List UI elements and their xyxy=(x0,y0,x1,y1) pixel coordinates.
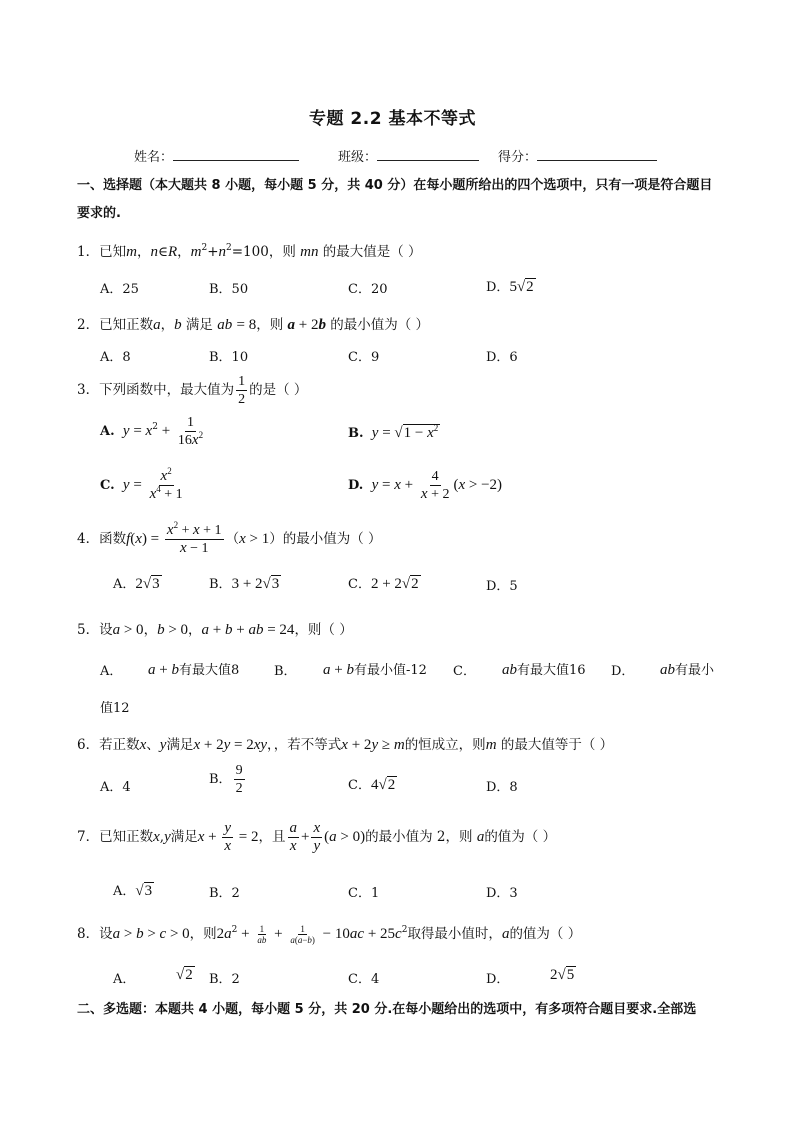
sqrt-symbol: √2 xyxy=(516,279,534,295)
q7-text-e: 的值为（ ） xyxy=(484,829,557,845)
q4-option-b[interactable]: B．3 + 2√3 xyxy=(209,576,280,592)
score-blank[interactable] xyxy=(537,148,657,161)
q1-text-end: 的最大值是（ ） xyxy=(322,244,422,260)
q8-option-d[interactable]: D． xyxy=(486,972,510,987)
q1-option-d[interactable]: D．5√2 xyxy=(486,279,534,295)
q5-option-a[interactable] xyxy=(100,660,122,679)
class-blank[interactable] xyxy=(377,148,479,161)
q3-option-c[interactable]: C. y = $\frac{x^2}{x^4 + 1}$ xyxy=(100,466,183,502)
q4-text: 4．函数 xyxy=(77,531,127,547)
q3-option-d-label: D. xyxy=(348,478,364,493)
q5-option-d-continued: 值12 xyxy=(100,701,130,716)
q5-option-a-text[interactable]: a + b有最大值8 xyxy=(148,662,240,678)
q2-option-b[interactable]: B．10 xyxy=(209,350,249,365)
q6-text-c: ，若不等式 xyxy=(273,737,342,753)
q7-text-c: ，且 xyxy=(258,829,286,845)
q8-option-a-value: √2 xyxy=(176,967,193,983)
q5-option-d-text[interactable]: ab有最小 xyxy=(660,662,715,678)
q7-option-c[interactable]: C．1 xyxy=(348,886,380,901)
q5-option-b-text[interactable]: a + b有最小值-12 xyxy=(323,662,427,678)
q7-text-d: 的最小值为 2，则 xyxy=(365,829,473,845)
q8-text: 8．设 xyxy=(77,926,113,942)
q8-text-c: 取得最小值时， xyxy=(407,926,502,942)
q6-option-c[interactable]: C．4√2 xyxy=(348,777,396,793)
q5-option-c-label: C． xyxy=(453,664,476,679)
question-8: 8．设a > b > c > 0，则$2a^2$ + $\frac{1}{ab}$ + $\frac{1}{a(a-b)}$ − $10ac + 25c^2$取得最小值时，a的值为（ ） xyxy=(77,924,582,945)
q6-option-b[interactable]: B． $\frac{9}{2}$ xyxy=(209,763,243,796)
q6-option-c-label: C． xyxy=(348,778,371,793)
q4-option-d[interactable]: D．5 xyxy=(486,579,518,594)
q5-option-d-label: D． xyxy=(611,664,635,679)
q5-option-b[interactable] xyxy=(274,660,297,679)
question-6: 6．若正数x、y满足x + 2y = 2xy，，若不等式x + 2y ≥ m的恒成立，则m 的最大值等于（ ） xyxy=(77,737,614,753)
q1-option-a[interactable]: A．25 xyxy=(100,282,139,297)
q7-option-b[interactable]: B．2 xyxy=(209,886,240,901)
q5-option-a-label: A． xyxy=(100,664,123,679)
q6-option-b-label: B． xyxy=(209,772,232,787)
q3-option-a-label: A. xyxy=(100,424,115,439)
q5-option-c-text[interactable]: ab有最大值16 xyxy=(502,662,586,678)
q1-text: 1．已知 xyxy=(77,244,127,260)
page-title: 专题 2.2 基本不等式 xyxy=(309,109,476,129)
q2-option-c[interactable]: C．9 xyxy=(348,350,380,365)
question-5: 5．设a > 0，b > 0，a + b + ab = 24，则（ ） xyxy=(77,622,353,638)
question-4: 4．函数f(x) = $\frac{x^2 + x + 1}{x - 1}$ （x > 1）的最小值为（ ） xyxy=(77,520,382,556)
class-label: 班级： xyxy=(338,150,378,165)
q7-text: 7．已知正数 xyxy=(77,829,154,845)
name-label: 姓名： xyxy=(134,150,174,165)
q1-option-c[interactable]: C．20 xyxy=(348,282,388,297)
q3-option-c-label: C. xyxy=(100,478,115,493)
q5-option-b-value: 有最小值-12 xyxy=(353,663,427,678)
q8-option-d-value: 2√5 xyxy=(550,967,575,983)
question-2: 2．已知正数a，b 满足 ab = 8，则 a + 2b 的最小值为（ ） xyxy=(77,317,430,333)
q4-option-b-label: B． xyxy=(209,577,232,592)
q6-text-e: 的最大值等于（ ） xyxy=(500,737,614,753)
q8-option-b[interactable]: B．2 xyxy=(209,972,240,987)
q2-text-d: 的最小值为（ ） xyxy=(330,317,430,333)
q3-option-a[interactable]: A. $y = x^2$ + $\frac{1}{16x^2}$ xyxy=(100,415,204,448)
q4-option-c[interactable]: C．2 + 2√2 xyxy=(348,576,419,592)
q4-option-c-label: C． xyxy=(348,577,371,592)
section-1-heading: 一、选择题（本大题共 8 小题，每小题 5 分，共 40 分）在每小题所给出的四个选项中，只有一项是符合题目要求的. xyxy=(77,178,713,221)
q1-option-d-label: D． xyxy=(486,280,510,295)
q8-text-d: 的值为（ ） xyxy=(509,926,582,942)
q2-text-b: 满足 xyxy=(185,317,213,333)
q5-text-end: ，则（ ） xyxy=(294,622,353,638)
q5-option-d-value: 有最小 xyxy=(675,663,715,678)
q5-text: 5．设 xyxy=(77,622,113,638)
q5-option-d[interactable] xyxy=(611,660,634,679)
q3-option-b[interactable]: B. $y = √1 - x^2$ xyxy=(348,423,439,441)
q2-option-d[interactable]: D．6 xyxy=(486,350,518,365)
q5-option-c-value: 有最大值16 xyxy=(517,663,586,678)
q3-option-d[interactable]: D. y = x + $\frac{4}{x + 2}$ (x > −2) xyxy=(348,469,503,502)
q1-option-b[interactable]: B．50 xyxy=(209,282,249,297)
q7-text-b: 满足 xyxy=(170,829,198,845)
q3-option-b-label: B. xyxy=(348,426,364,441)
section-2-heading: 二、多选题：本题共 4 小题，每小题 5 分，共 20 分.在每小题给出的选项中，有多项符合题目要求.全部选 xyxy=(77,1002,697,1017)
q3-text-end: 的是（ ） xyxy=(249,382,308,398)
q5-option-b-label: B． xyxy=(274,664,297,679)
q5-option-a-value: 有最大值8 xyxy=(178,663,240,678)
q8-text-b: ，则 xyxy=(189,926,217,942)
question-1: 1．已知m，n∈R，$m^2+n^2=100$，则 mn 的最大值是（ ） xyxy=(77,243,422,260)
q7-option-a[interactable]: A．√3 xyxy=(113,883,153,899)
question-3: 3．下列函数中，最大值为 $\frac{1}{2}$ 的是（ ） xyxy=(77,374,308,407)
q8-option-c[interactable]: C．4 xyxy=(348,972,380,987)
q6-text-d: 的恒成立，则 xyxy=(404,737,486,753)
q6-text: 6．若正数 xyxy=(77,737,140,753)
q7-option-d[interactable]: D．3 xyxy=(486,886,518,901)
q8-option-a[interactable]: A． xyxy=(113,972,136,987)
q4-option-a[interactable]: A．2√3 xyxy=(113,576,160,592)
question-7: 7．已知正数x,y满足x + $\frac{y}{x}$ = 2，且 $\frac{a}{x}$ + $\frac{x}{y}$ (a > 0)的最小值为 2，则 a的值为（ ） xyxy=(77,820,557,854)
q6-option-a[interactable]: A．4 xyxy=(100,780,131,795)
name-blank[interactable] xyxy=(173,148,299,161)
name-field[interactable] xyxy=(134,146,299,165)
q6-option-d[interactable]: D．8 xyxy=(486,780,518,795)
q4-text-end: 的最小值为（ ） xyxy=(282,531,382,547)
score-field[interactable] xyxy=(498,146,657,165)
q3-text: 3．下列函数中，最大值为 xyxy=(77,382,235,398)
q2-text: 2．已知正数 xyxy=(77,317,154,333)
q7-option-a-label: A． xyxy=(113,884,136,899)
q6-text-b: 满足 xyxy=(166,737,194,753)
q2-text-c: ，则 xyxy=(256,317,284,333)
q2-option-a[interactable]: A．8 xyxy=(100,350,131,365)
class-field[interactable] xyxy=(338,146,479,165)
score-label: 得分： xyxy=(498,150,538,165)
q5-option-c[interactable] xyxy=(453,660,476,679)
q4-option-a-label: A． xyxy=(113,577,136,592)
